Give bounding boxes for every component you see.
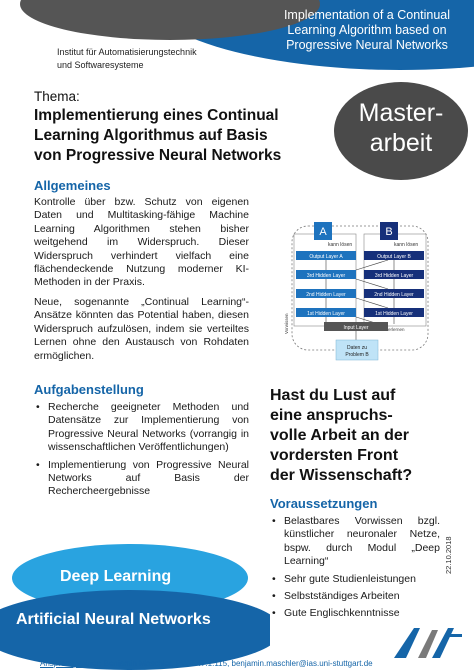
layer-b-hidden-1-label: 1st Hidden Layer xyxy=(375,311,413,317)
list-item: • Gute Englischkenntnisse xyxy=(270,607,440,620)
layer-a-hidden-1-label: 1st Hidden Layer xyxy=(307,311,345,317)
layer-b-output-label: Output Layer B xyxy=(377,254,411,260)
daten-line: Problem B xyxy=(345,352,369,358)
question-line: Hast du Lust auf xyxy=(270,387,396,404)
english-title xyxy=(262,8,472,53)
kann-loesen-a: kann lösen xyxy=(328,242,353,248)
voraussetzungen-list xyxy=(270,515,440,625)
question-line: vordersten Front xyxy=(270,447,399,464)
vorwissen-label: Vorwissen xyxy=(284,313,289,334)
daten-line: Daten zu xyxy=(346,345,368,351)
contact-details: : Benjamin Maschler, PWR 47.1.115, benjamin.maschler@ias.uni-stuttgart.de xyxy=(99,659,373,668)
badge-line: Master- xyxy=(358,99,444,127)
list-item: • Selbstständiges Arbeiten xyxy=(270,590,440,603)
title-line: Implementierung eines Continual xyxy=(34,107,279,124)
list-item: • Sehr gute Studienleistungen xyxy=(270,573,440,586)
bottom-blue-shapes xyxy=(0,530,270,670)
question-line: eine anspruchs- xyxy=(270,407,393,424)
aufgaben-heading: Aufgabenstellung xyxy=(34,382,144,397)
layer-a-hidden-3-label: 3rd Hidden Layer xyxy=(306,273,346,279)
institute-name xyxy=(57,46,197,72)
english-title-line: Learning Algorithm based on xyxy=(287,23,447,37)
badge-line: arbeit xyxy=(369,129,433,157)
column-a-label: A xyxy=(319,226,327,238)
list-item: • Recherche geeigneter Methoden und Datensätze zur Implementierung von Progressive Neural Networks (vorrangig in wissenschaftlichen Veröffentlichungen) xyxy=(34,401,249,455)
erlernen-label: erlernen xyxy=(388,327,405,332)
layer-b-hidden-3-label: 3rd Hidden Layer xyxy=(374,273,414,279)
list-item: • Belastbares Vorwissen bzgl. künstlicher neuronaler Netze, bspw. durch Modul „Deep Learning“ xyxy=(270,515,440,569)
allgemeines-paragraph-2: Neue, sogenannte „Continual Learning“-Ansätze könnten das Potential haben, diesen Widerspruch aufzulösen, indem sie verteiltes Lernen ohne den Austausch von Rohdaten ermöglichen. xyxy=(34,296,249,362)
list-item: • Implementierung von Progressive Neural Networks auf Basis der Rechercheergebnisse xyxy=(34,459,249,499)
progressive-network-diagram xyxy=(284,214,436,376)
title-line: Learning Algorithmus auf Basis xyxy=(34,127,268,144)
column-b-label: B xyxy=(385,226,393,238)
english-title-line: Progressive Neural Networks xyxy=(286,38,448,52)
kann-loesen-b: kann lösen xyxy=(394,242,419,248)
english-title-line: Implementation of a Continual xyxy=(283,8,451,22)
ann-label: Artificial Neural Networks xyxy=(16,611,211,628)
question-line: volle Arbeit an der xyxy=(270,427,409,444)
contact-footer xyxy=(40,659,373,668)
input-layer-label: Input Layer xyxy=(343,325,369,331)
question-line: der Wissenschaft? xyxy=(270,467,413,484)
masterarbeit-badge xyxy=(334,82,468,180)
contact-label: Ansprechpartner xyxy=(40,659,100,668)
aufgaben-list xyxy=(34,401,249,503)
layer-a-hidden-2-label: 2nd Hidden Layer xyxy=(306,292,346,298)
layer-b-hidden-2-label: 2nd Hidden Layer xyxy=(374,292,414,298)
allgemeines-heading: Allgemeines xyxy=(34,178,111,193)
institute-line: und Softwaresysteme xyxy=(57,60,144,70)
layer-a-output-label: Output Layer A xyxy=(309,254,343,260)
deep-learning-label: Deep Learning xyxy=(60,568,172,585)
allgemeines-paragraph-1: Kontrolle über bzw. Schutz von eigenen Daten und Multitasking-fähige Machine Learning Algorithmen stehen bisher weitgehend im Widerspruch. Dieser Widerspruch verhindert vielfach eine flächendeckende Nutzung moderner KI-Methoden in der Praxis. xyxy=(34,196,249,289)
question-heading xyxy=(270,386,470,486)
page-title xyxy=(34,106,354,166)
voraussetzungen-heading: Voraussetzungen xyxy=(270,496,378,511)
date-label: 22.10.2018 xyxy=(444,536,453,574)
title-line: von Progressive Neural Networks xyxy=(34,147,282,164)
ann-shape xyxy=(0,590,270,670)
thema-label: Thema: xyxy=(34,89,80,104)
ias-logo-icon xyxy=(392,624,464,658)
institute-line: Institut für Automatisierungstechnik xyxy=(57,47,197,57)
